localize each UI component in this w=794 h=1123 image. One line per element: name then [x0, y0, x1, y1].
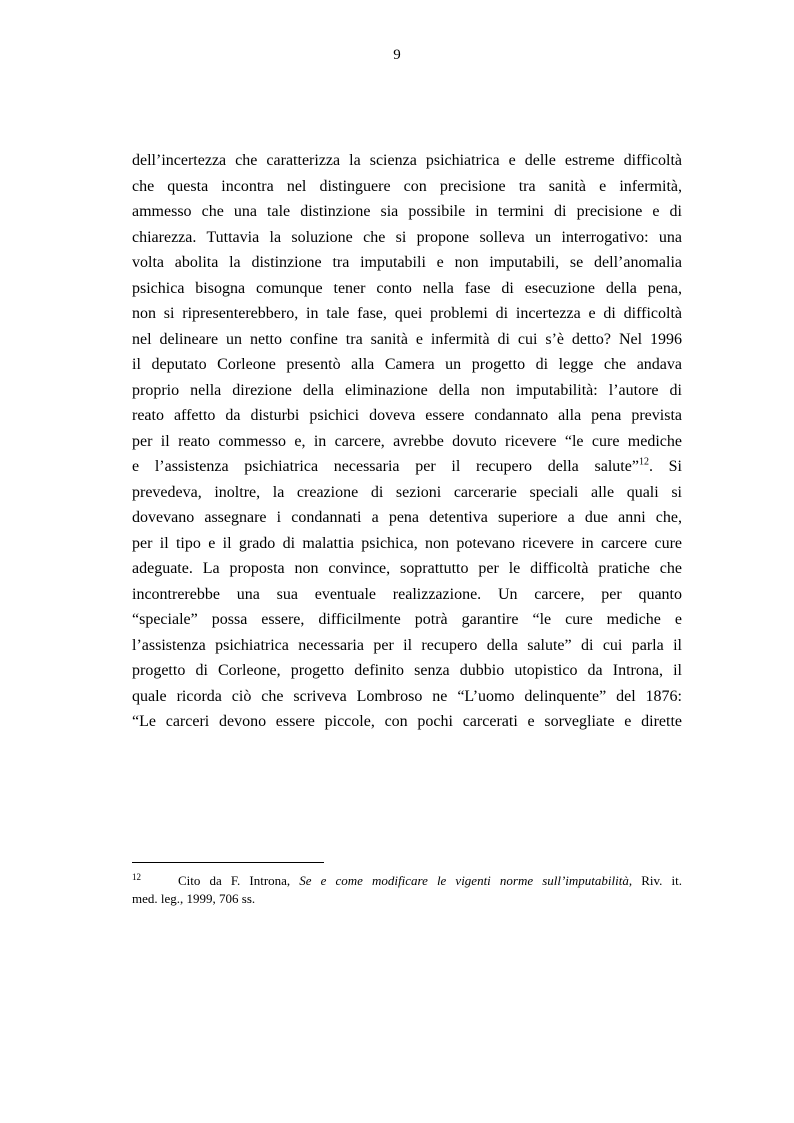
- text-line: prevedeva, inoltre, la creazione di sezioni carcerarie speciali alle quali si: [132, 483, 682, 501]
- footnote-source: , Riv. it.: [628, 873, 682, 888]
- body-paragraph: [132, 148, 682, 735]
- text-line: ammesso che una tale distinzione sia possibile in termini di precisione e di: [132, 203, 682, 220]
- footnote-separator: [132, 862, 324, 863]
- footnote-cited-title: Se e come modificare le vigenti norme sull’imputabilità: [299, 873, 629, 888]
- text-line: per il tipo e il grado di malattia psichica, non potevano ricevere in carcere cure: [132, 534, 682, 552]
- footnote: [132, 872, 682, 908]
- text-segment: e l’assistenza psichiatrica necessaria per il recupero della salute”: [132, 458, 639, 475]
- text-line: “Le carceri devono essere piccole, con pochi carcerati e sorvegliate e dirette: [132, 713, 682, 730]
- text-line-with-footnote-ref: [132, 454, 682, 480]
- footnote-line: 12 Cito da F. Introna, Se e come modificare le vigenti norme sull’imputabilità, Riv. it.: [132, 871, 682, 888]
- text-line: proprio nella direzione della eliminazione della non imputabilità: l’autore di: [132, 381, 682, 399]
- text-line: adeguate. La proposta non convince, soprattutto per le difficoltà pratiche che: [132, 560, 682, 577]
- text-line: nel delineare un netto confine tra sanità e infermità di cui s’è detto? Nel 1996: [132, 330, 682, 348]
- footnote-line: med. leg., 1999, 706 ss.: [132, 891, 256, 906]
- text-line: reato affetto da disturbi psichici doveva essere condannato alla pena prevista: [132, 407, 682, 424]
- text-line: chiarezza. Tuttavia la soluzione che si propone solleva un interrogativo: una: [132, 228, 682, 246]
- text-line: il deputato Corleone presentò alla Camera un progetto di legge che andava: [132, 356, 682, 373]
- text-line: dell’incertezza che caratterizza la scienza psichiatrica e delle estreme difficoltà: [132, 152, 682, 169]
- text-line: l’assistenza psichiatrica necessaria per il recupero della salute” di cui parla il: [132, 636, 682, 654]
- footnote-lead: Cito da F. Introna,: [178, 873, 300, 888]
- text-line: “speciale” possa essere, difficilmente potrà garantire “le cure mediche e: [132, 611, 682, 628]
- text-line: progetto di Corleone, progetto definito senza dubbio utopistico da Introna, il: [132, 662, 682, 679]
- footnote-reference[interactable]: 12: [638, 456, 649, 468]
- text-line: per il reato commesso e, in carcere, avrebbe dovuto ricevere “le cure mediche: [132, 432, 682, 450]
- page-number: 9: [393, 47, 401, 63]
- text-line: quale ricorda ciò che scriveva Lombroso ne “L’uomo delinquente” del 1876:: [132, 687, 682, 705]
- text-line: dovevano assegnare i condannati a pena detentiva superiore a due anni che,: [132, 509, 682, 526]
- text-line: volta abolita la distinzione tra imputabili e non imputabili, se dell’anomalia: [132, 254, 682, 271]
- text-line: non si ripresenterebbero, in tale fase, quei problemi di incertezza e di difficoltà: [132, 305, 682, 322]
- text-line: che questa incontra nel distinguere con precisione tra sanità e infermità,: [132, 177, 682, 195]
- text-segment: . Si: [648, 458, 683, 475]
- text-line: incontrerebbe una sua eventuale realizzazione. Un carcere, per quanto: [132, 585, 682, 603]
- text-line: psichica bisogna comunque tener conto nella fase di esecuzione della pena,: [132, 279, 682, 297]
